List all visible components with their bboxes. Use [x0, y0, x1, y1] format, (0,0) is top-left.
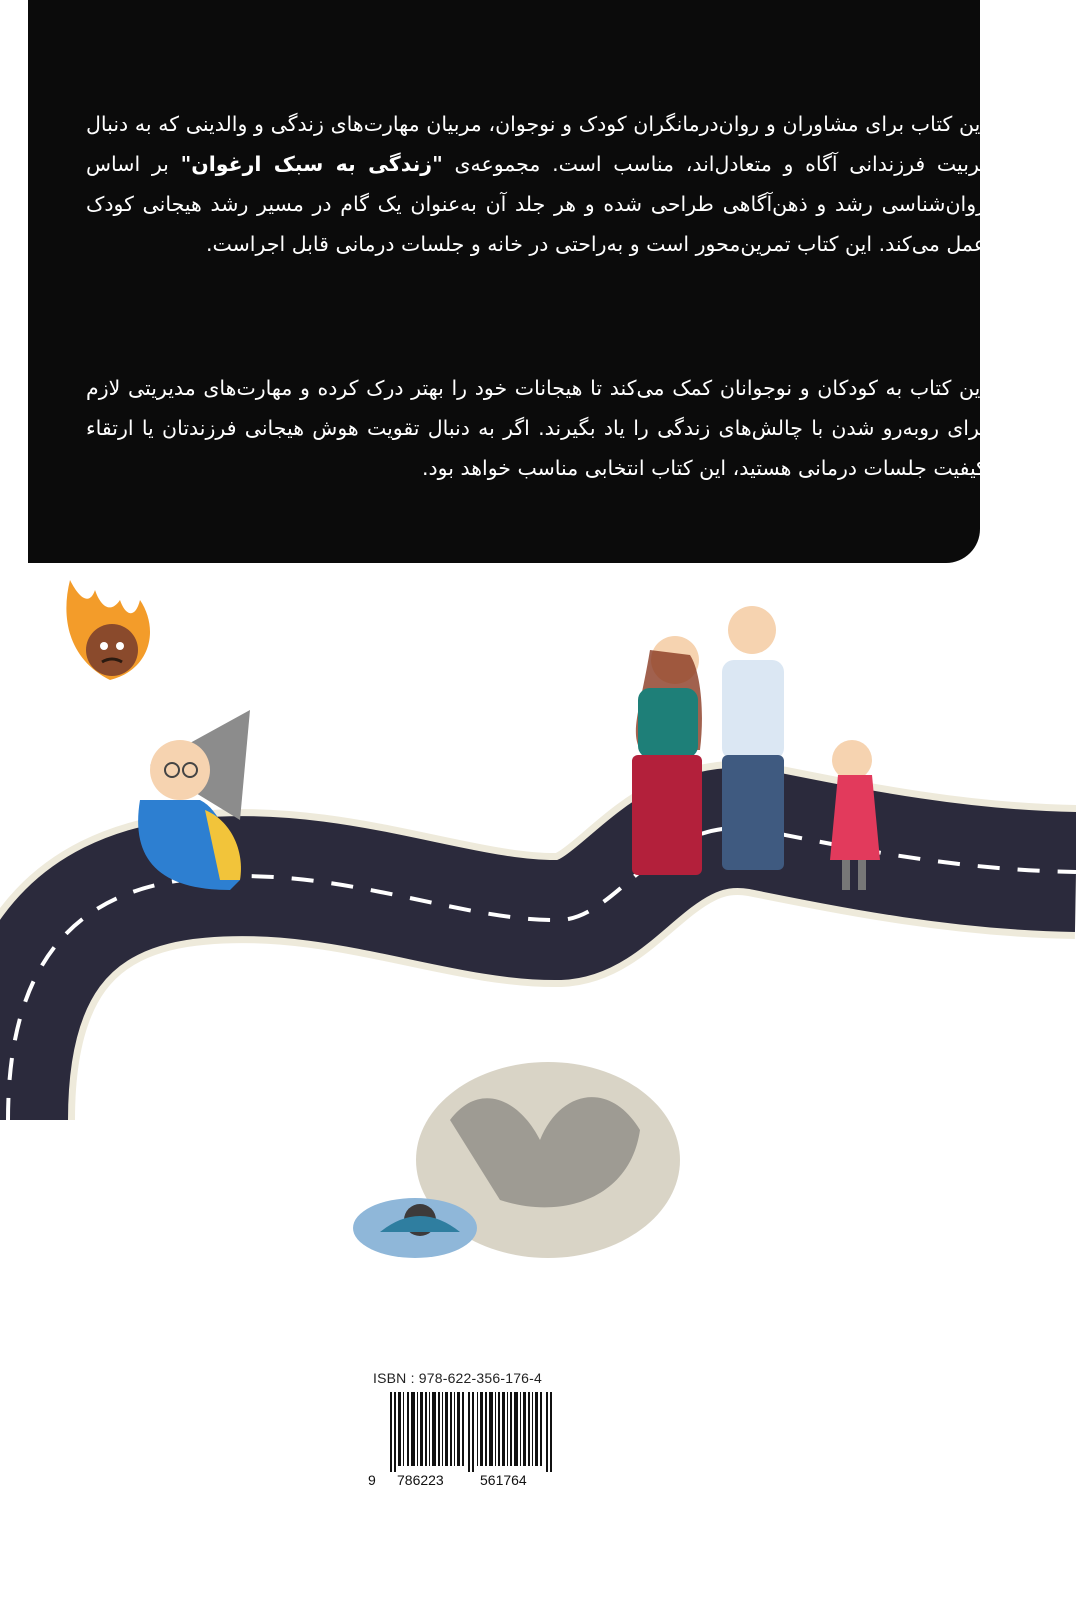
barcode-digit-lead: 9: [368, 1472, 376, 1488]
barcode-digits-left: 786223: [397, 1472, 444, 1488]
angry-fireball-illustration: [66, 580, 150, 680]
road-illustration: [0, 560, 1076, 1260]
barcode-digits-right: 561764: [480, 1472, 527, 1488]
isbn-label: ISBN : 978-622-356-176-4: [373, 1370, 543, 1386]
paragraph-1-part-2: بر اساس روان‌شناسی رشد و ذهن‌آگاهی طراحی شده و هر جلد آن به‌عنوان یک گام در مسیر رشد هیجانی کودک عمل می‌کند. این کتاب تمرین‌محور است و به‌راحتی در خانه و جلسات درمانی قابل اجراست.: [86, 152, 986, 256]
description-paragraph-2: این کتاب به کودکان و نوجوانان کمک می‌کند تا هیجانات خود را بهتر درک کرده و مهارت‌های مدیریتی لازم برای روبه‌رو شدن با چالش‌های زندگی را یاد بگیرند. اگر به دنبال تقویت هوش هیجانی فرزندتان یا ارتقاء کیفیت جلسات درمانی هستید، این کتاب انتخابی مناسب خواهد بود.: [86, 376, 986, 480]
paragraph-1-part-1: این کتاب برای مشاوران و روان‌درمانگران کودک و نوجوان، مربیان مهارت‌های زندگی و والدینی که به دنبال تربیت فرزندانی آگاه و متعادل‌اند، مناسب است. مجموعه‌ی: [86, 112, 986, 176]
family-illustration: [632, 606, 880, 890]
sad-girl-illustration: [138, 710, 250, 890]
description-paragraph-1: [86, 104, 986, 264]
series-name: "زندگی به سبک ارغوان": [180, 152, 443, 176]
text-panel: [28, 0, 986, 563]
nightmare-illustration: [353, 1062, 680, 1258]
barcode: [380, 1392, 580, 1472]
